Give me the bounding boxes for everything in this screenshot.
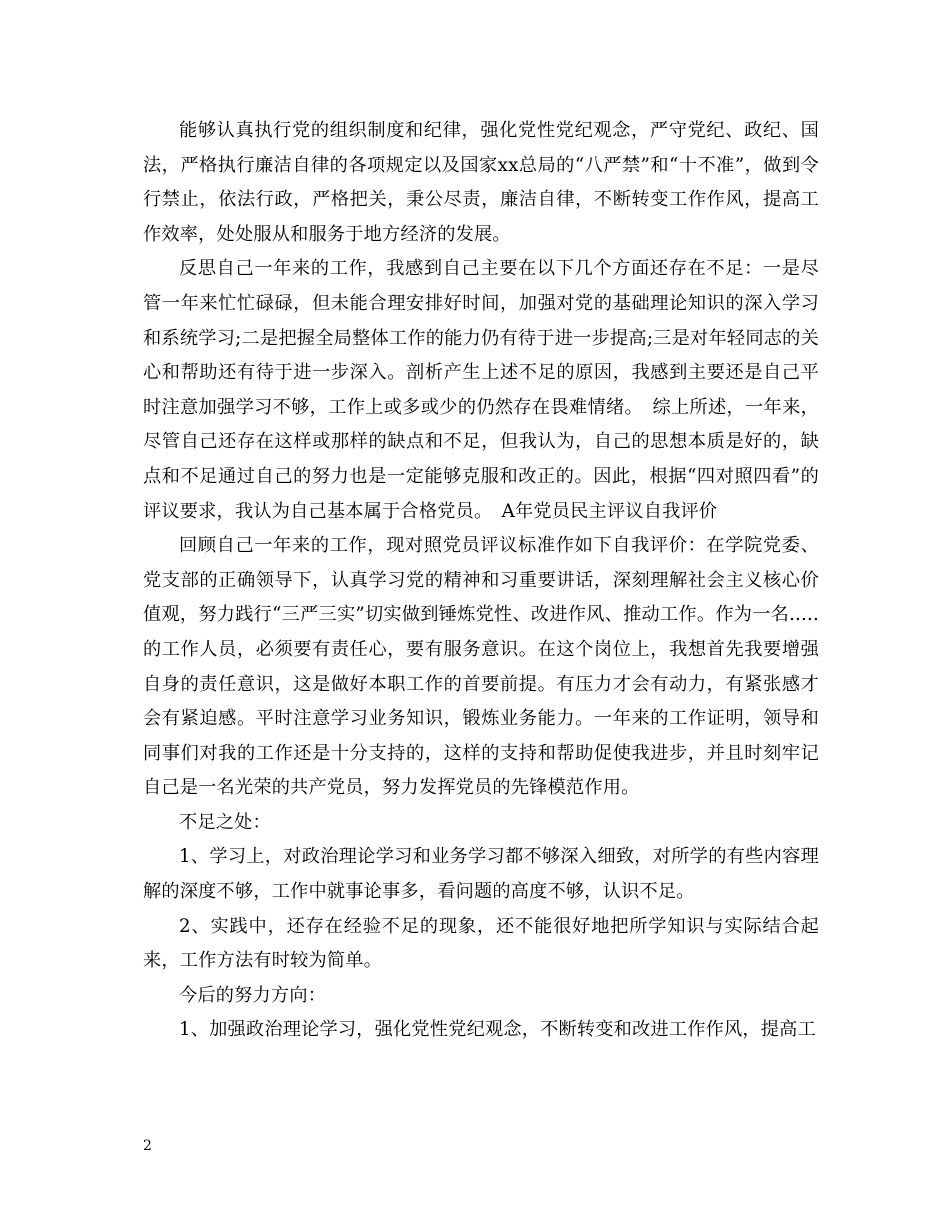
paragraph-discipline: 能够认真执行党的组织制度和纪律，强化党性党纪观念，严守党纪、政纪、国法，严格执行廉洁自律的各项规定以及国家xx总局的“八严禁”和“十不准”，做到令行禁止，依法行政，严格把关，秉公尽责，廉洁自律，不断转变工作作风，提高工作效率，处处服从和服务于地方经济的发展。 bbox=[143, 120, 819, 245]
shortcoming-item-2: 2、实践中，还存在经验不足的现象，还不能很好地把所学知识与实际结合起来，工作方法有时较为简单。 bbox=[143, 915, 819, 972]
shortcoming-item-1: 1、学习上，对政治理论学习和业务学习都不够深入细致，对所学的有些内容理解的深度不够，工作中就事论事多，看问题的高度不够，认识不足。 bbox=[143, 846, 819, 903]
heading-future-direction: 今后的努力方向： bbox=[179, 984, 327, 1006]
paragraph-reflection: 反思自己一年来的工作，我感到自己主要在以下几个方面还存在不足：一是尽管一年来忙忙碌碌，但未能合理安排好时间，加强对党的基础理论知识的深入学习和系统学习;二是把握全局整体工作的能力仍有待于进一步提高;三是对年轻同志的关心和帮助还有待于进一步深入。剖析产生上述不足的原因，我感到主要还是自己平时注意加强学习不够，工作上或多或少的仍然存在畏难情绪。 综上所述，一年来，尽管自己还存在这样或那样的缺点和不足，但我认为，自己的思想本质是好的，缺点和不足通过自己的努力也是一定能够克服和改正的。因此，根据“四对照四看”的评议要求，我认为自己基本属于合格党员。 A年党员民主评议自我评价 bbox=[143, 258, 819, 522]
direction-item-1: 1、加强政治理论学习，强化党性党纪观念，不断转变和改进工作作风，提高工 bbox=[179, 1019, 816, 1041]
document-body bbox=[143, 114, 819, 1048]
heading-shortcomings: 不足之处： bbox=[179, 811, 271, 833]
paragraph-self-evaluation: 回顾自己一年来的工作，现对照党员评议标准作如下自我评价：在学院党委、党支部的正确领导下，认真学习党的精神和习重要讲话，深刻理解社会主义核心价值观，努力践行“三严三实”切实做到锤炼党性、改进作风、推动工作。作为一名.....的工作人员，必须要有责任心，要有服务意识。在这个岗位上，我想首先我要增强自身的责任意识，这是做好本职工作的首要前提。有压力才会有动力，有紧张感才会有紧迫感。平时注意学习业务知识，锻炼业务能力。一年来的工作证明，领导和同事们对我的工作还是十分支持的，这样的支持和帮助促使我进步，并且时刻牢记自己是一名光荣的共产党员，努力发挥党员的先锋模范作用。 bbox=[143, 535, 819, 799]
page-number: 2 bbox=[143, 1138, 152, 1154]
